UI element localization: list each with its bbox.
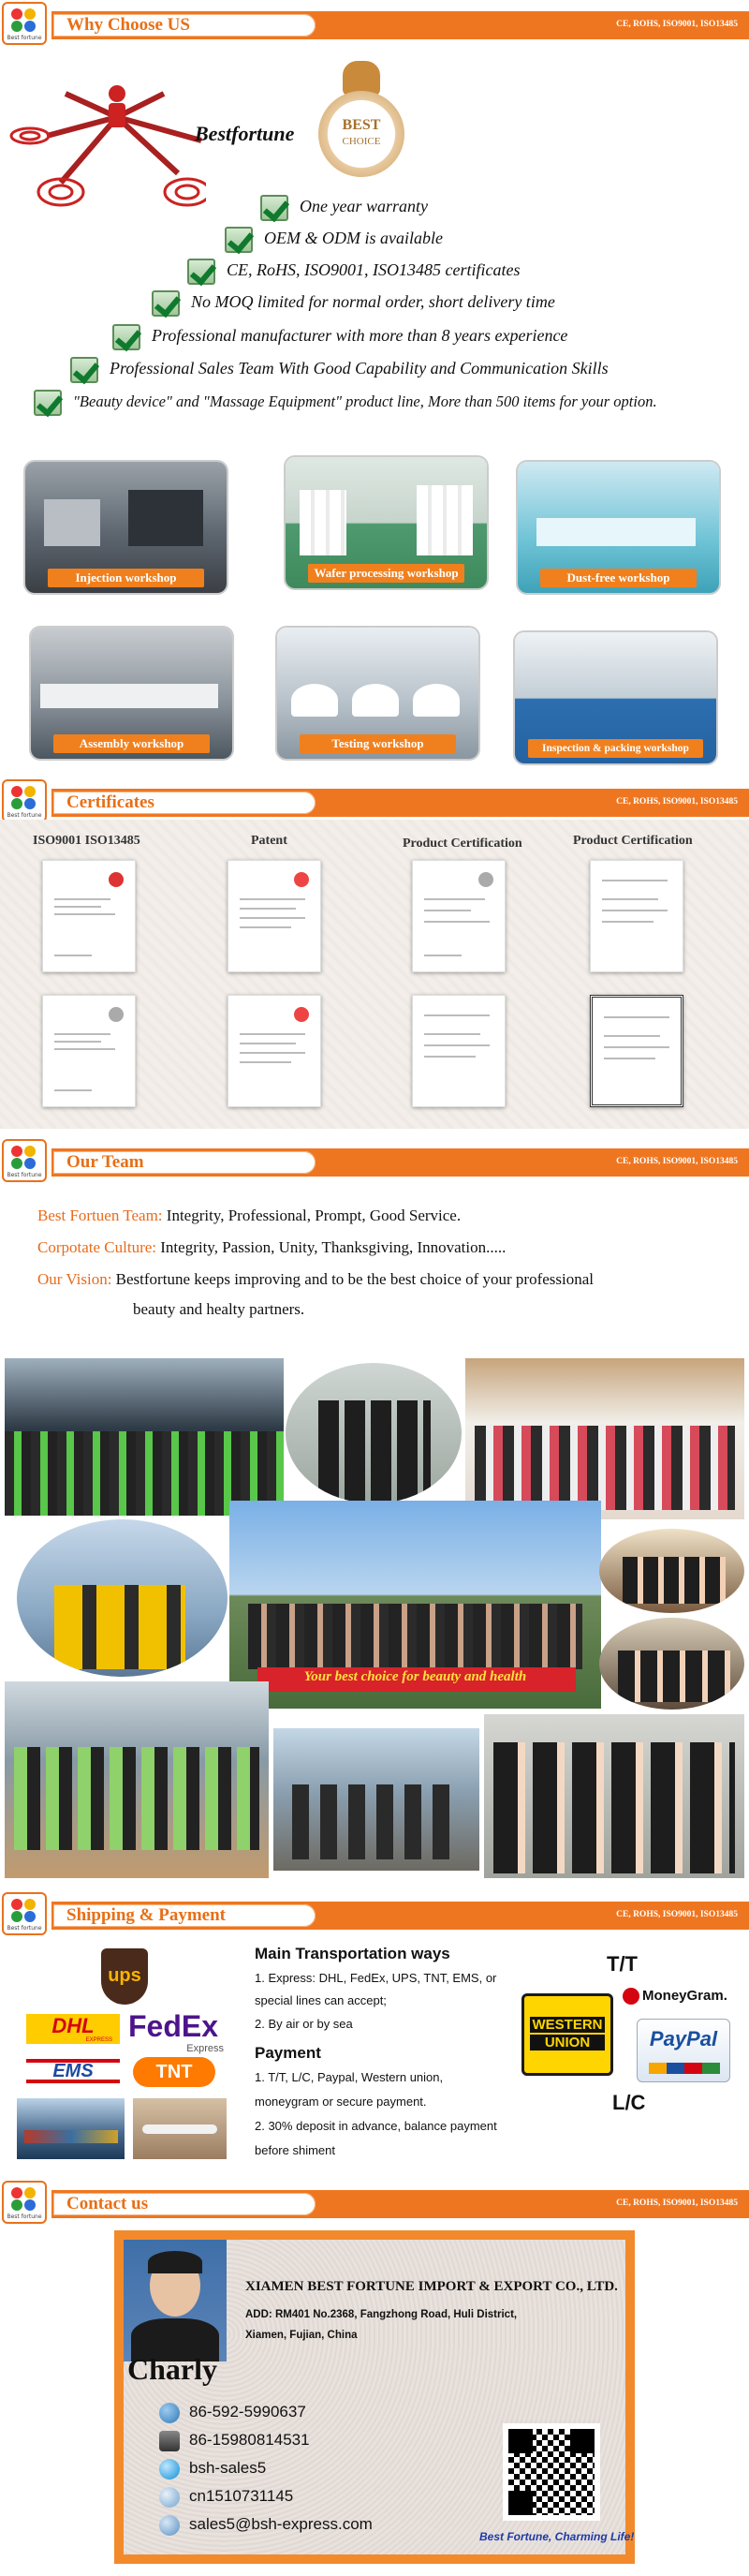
check-icon (112, 324, 140, 350)
payment-line: moneygram or secure payment. (255, 2095, 427, 2109)
feature-item: Professional Sales Team With Good Capability and Communication Skills (70, 357, 609, 383)
team-photo (273, 1728, 479, 1871)
mobile-icon (159, 2431, 180, 2451)
payment-line: 2. 30% deposit in advance, balance payment (255, 2119, 497, 2133)
ems-logo: EMS (26, 2059, 120, 2083)
mobile-number[interactable]: 86-15980814531 (189, 2431, 310, 2449)
team-line: Corpotate Culture: Integrity, Passion, Unity, Thanksgiving, Innovation..... (37, 1238, 507, 1256)
certificate-document (590, 995, 683, 1107)
brand-logo: Best fortune (2, 1139, 47, 1182)
cert-label: CE, ROHS, ISO9001, ISO13485 (616, 20, 738, 29)
certificate-document (42, 860, 136, 972)
certificate-document (590, 860, 683, 972)
brand-name: Bestfortune (195, 122, 295, 145)
tt-label: T/T (607, 1952, 638, 1976)
certificate-document (228, 995, 321, 1107)
check-icon (70, 357, 98, 383)
feature-item: Professional manufacturer with more than 8 years experience (112, 324, 567, 350)
qr-code (503, 2423, 600, 2521)
team-line: Best Fortuen Team: Integrity, Professional, Prompt, Good Service. (37, 1207, 462, 1224)
section-title-shipping: Shipping & Payment (66, 1905, 226, 1925)
cert-heading: Product Certification (403, 836, 522, 851)
feature-item: OEM & ODM is available (225, 227, 443, 253)
certificate-document (412, 995, 506, 1107)
section-title-certificates: Certificates (66, 792, 154, 812)
workshop-photo: Wafer processing workshop (286, 457, 487, 588)
ups-logo: ups (101, 1948, 148, 2005)
check-icon (34, 390, 62, 416)
cert-heading: ISO9001 ISO13485 (33, 834, 140, 848)
cert-heading: Product Certification (573, 834, 693, 848)
team-photo (5, 1358, 284, 1516)
plane-photo (133, 2098, 227, 2159)
target-arrows-graphic (9, 66, 206, 225)
western-union-logo: WESTERN UNION (521, 1993, 613, 2076)
brand-logo: Best fortune (2, 779, 47, 822)
team-photo (599, 1618, 744, 1710)
check-icon (187, 259, 215, 285)
check-icon (260, 195, 288, 221)
section-bar-team: Our Team CE, ROHS, ISO9001, ISO13485 (51, 1148, 749, 1177)
payment-title: Payment (255, 2044, 321, 2062)
workshop-photo: Testing workshop (277, 628, 478, 759)
phone-icon (159, 2403, 180, 2423)
paypal-logo: PayPal (637, 2019, 730, 2082)
dhl-logo: DHL EXPRESS (26, 2014, 120, 2044)
phone-number[interactable]: 86-592-5990637 (189, 2403, 306, 2421)
transport-title: Main Transportation ways (255, 1945, 450, 1962)
brand-logo: Best fortune (2, 2181, 47, 2224)
team-photo (465, 1358, 744, 1519)
cert-heading: Patent (251, 834, 287, 848)
section-bar-shipping: Shipping & Payment CE, ROHS, ISO9001, ISO13485 (51, 1902, 749, 1930)
feature-item: No MOQ limited for normal order, short delivery time (152, 290, 555, 317)
workshop-photo: Assembly workshop (31, 628, 232, 759)
transport-line: special lines can accept; (255, 1993, 387, 2007)
feature-item: "Beauty device" and "Massage Equipment" product line, More than 500 items for your option. (34, 390, 657, 416)
ship-photo (17, 2098, 125, 2159)
feature-item: CE, RoHS, ISO9001, ISO13485 certificates (187, 259, 520, 285)
workshop-photo: Inspection & packing workshop (515, 632, 716, 763)
certificate-document (228, 860, 321, 972)
workshop-photo: Dust-free workshop (518, 462, 719, 593)
certificate-document (42, 995, 136, 1107)
tnt-logo: TNT (133, 2057, 215, 2087)
team-line: Our Vision: Bestfortune keeps improving and to be the best choice of your professional (37, 1270, 595, 1288)
email-icon (159, 2515, 180, 2536)
team-photo (484, 1714, 744, 1878)
payment-line: before shiment (255, 2143, 335, 2157)
payment-line: 1. T/T, L/C, Paypal, Western union, (255, 2070, 444, 2084)
brand-logo: Best fortune (2, 1892, 47, 1935)
skype-icon (159, 2459, 180, 2480)
qq-icon (159, 2487, 180, 2508)
company-name: XIAMEN BEST FORTUNE IMPORT & EXPORT CO., LTD. (245, 2279, 618, 2294)
company-address: Xiamen, Fujian, China (245, 2330, 358, 2341)
transport-line: 2. By air or by sea (255, 2017, 353, 2031)
contact-card-frame (114, 2230, 635, 2564)
feature-item: One year warranty (260, 195, 428, 221)
check-icon (152, 290, 180, 317)
contact-card (124, 2240, 635, 2554)
section-title-why: Why Choose US (66, 15, 190, 35)
brand-logo: Best fortune (2, 2, 47, 45)
team-banner: Your best choice for beauty and health (303, 1669, 527, 1684)
section-bar-contact: Contact us CE, ROHS, ISO9001, ISO13485 (51, 2190, 749, 2218)
certificate-document (412, 860, 506, 972)
lc-label: L/C (612, 2091, 646, 2114)
best-choice-badge: BEST CHOICE (318, 61, 404, 187)
transport-line: 1. Express: DHL, FedEx, UPS, TNT, EMS, or (255, 1971, 497, 1985)
section-title-contact: Contact us (66, 2194, 149, 2213)
workshop-photo: Injection workshop (25, 462, 227, 593)
team-photo (286, 1363, 462, 1503)
avatar (124, 2240, 227, 2361)
check-icon (225, 227, 253, 253)
contact-person: Charly (127, 2352, 217, 2386)
slogan: Best Fortune, Charming Life! (479, 2530, 635, 2543)
team-photo (599, 1529, 744, 1613)
team-photo (5, 1681, 269, 1878)
team-photo (229, 1501, 601, 1709)
company-address: ADD: RM401 No.2368, Fangzhong Road, Huli District, (245, 2309, 518, 2320)
team-photo (17, 1519, 228, 1677)
qq-id[interactable]: cn1510731145 (189, 2487, 294, 2505)
section-bar-certificates: Certificates CE, ROHS, ISO9001, ISO13485 (51, 789, 749, 817)
moneygram-logo: MoneyGram. (623, 1988, 727, 2005)
fedex-logo: FedEx Express (128, 2009, 224, 2054)
section-bar-why (51, 11, 749, 39)
section-title-team: Our Team (66, 1152, 144, 1172)
email-address[interactable]: sales5@bsh-express.com (189, 2515, 373, 2533)
skype-id[interactable]: bsh-sales5 (189, 2459, 267, 2477)
team-line: beauty and healty partners. (133, 1300, 305, 1318)
